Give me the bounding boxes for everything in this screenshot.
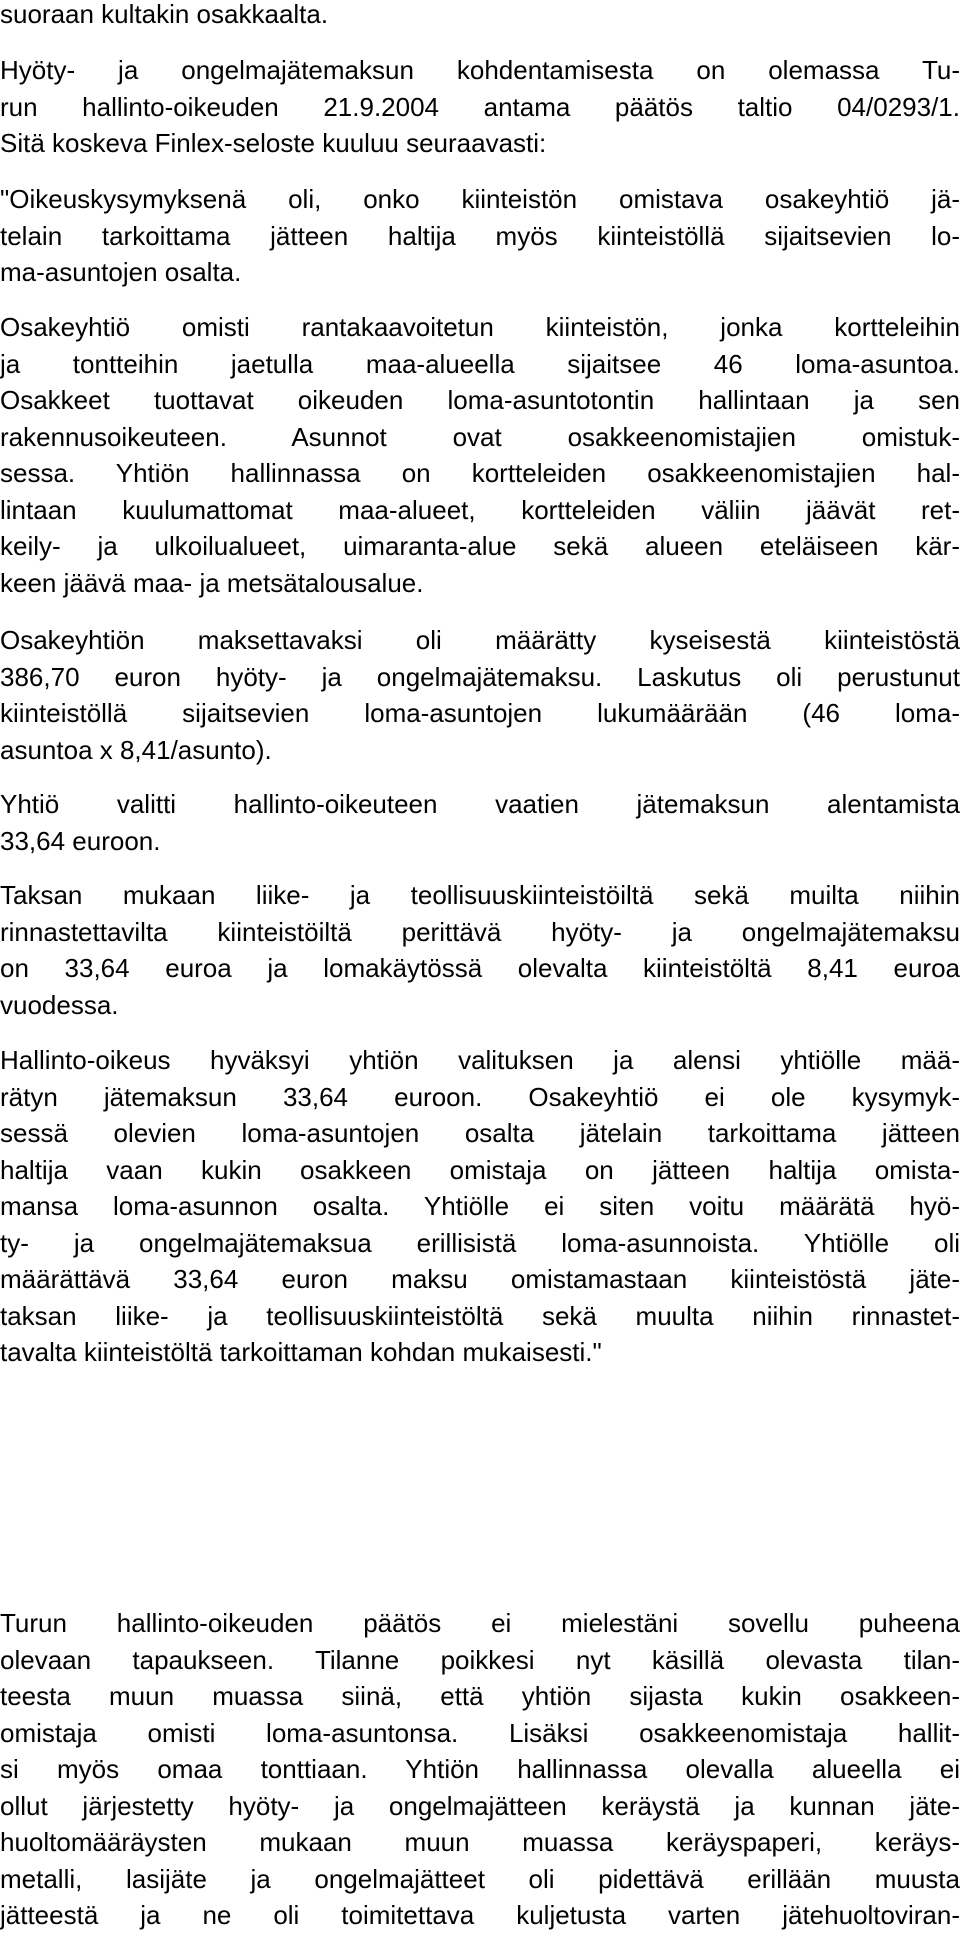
text-line: ty- ja ongelmajätemaksua erillisistä loma-asunnoista. Yhtiölle oli (0, 1227, 960, 1258)
text-line: vuodessa. (0, 989, 119, 1020)
text-line: haltija vaan kukin osakkeen omistaja on jätteen haltija omista- (0, 1154, 960, 1185)
paragraph-2 (0, 181, 960, 291)
text-line: asuntoa x 8,41/asunto). (0, 734, 272, 765)
text-line: määrättävä 33,64 euron maksu omistamastaan kiinteistöstä jäte- (0, 1264, 960, 1294)
paragraph-0 (0, 0, 960, 33)
text-line: sessa. Yhtiön hallinnassa on kortteleiden osakkeenomistajien hal- (0, 458, 960, 488)
text-line: ja tontteihin jaetulla maa-alueella sijaitsee 46 loma-asuntoa. (0, 348, 960, 379)
text-line: "Oikeuskysymyksenä oli, onko kiinteistön omistava osakeyhtiö jä- (0, 184, 960, 214)
text-line: Hallinto-oikeus hyväksyi yhtiön valituksen ja alensi yhtiölle mää- (0, 1045, 960, 1075)
text-line: taksan liike- ja teollisuuskiinteistöltä sekä muulta niihin rinnastet- (0, 1300, 960, 1331)
text-line: metalli, lasijäte ja ongelmajätteet oli pidettävä erillään muusta (0, 1863, 960, 1894)
text-line: si myös omaa tonttiaan. Yhtiön hallinnassa olevalla alueella ei (0, 1754, 960, 1784)
text-line: Osakeyhtiön maksettavaksi oli määrätty kyseisestä kiinteistöstä (0, 625, 960, 655)
text-line: keily- ja ulkoilualueet, uimaranta-alue sekä alueen eteläiseen kär- (0, 531, 960, 561)
text-line: Turun hallinto-oikeuden päätös ei mielestäni sovellu puheena (0, 1608, 960, 1638)
text-line: run hallinto-oikeuden 21.9.2004 antama päätös taltio 04/0293/1. (0, 91, 960, 122)
text-line: telain tarkoittama jätteen haltija myös kiinteistöllä sijaitsevien lo- (0, 220, 960, 251)
text-line: teesta muun muassa siinä, että yhtiön sijasta kukin osakkeen- (0, 1681, 960, 1711)
text-line: 386,70 euron hyöty- ja ongelmajätemaksu. Laskutus oli perustunut (0, 661, 960, 692)
text-line: suoraan kultakin osakkaalta. (0, 0, 329, 29)
text-line: olevaan tapaukseen. Tilanne poikkesi nyt käsillä olevasta tilan- (0, 1644, 960, 1675)
paragraph-6 (0, 877, 960, 1023)
text-line: Taksan mukaan liike- ja teollisuuskiinteistöiltä sekä muilta niihin (0, 880, 960, 910)
text-line: tavalta kiinteistöltä tarkoittaman kohdan mukaisesti." (0, 1337, 602, 1367)
paragraph-4 (0, 622, 960, 768)
paragraph-1 (0, 52, 960, 162)
text-line: ma-asuntojen osalta. (0, 257, 242, 287)
text-line: 33,64 euroon. (0, 825, 161, 856)
text-line: omistaja omisti loma-asuntonsa. Lisäksi osakkeenomistaja hallit- (0, 1717, 960, 1748)
paragraph-7 (0, 1042, 960, 1371)
paragraph-3 (0, 309, 960, 601)
text-line: lintaan kuulumattomat maa-alueet, kortteleiden väliin jäävät ret- (0, 494, 960, 525)
text-line: kiinteistöllä sijaitsevien loma-asuntojen lukumäärään (46 loma- (0, 698, 960, 728)
text-line: rinnastettavilta kiinteistöiltä perittävä hyöty- ja ongelmajätemaksu (0, 916, 960, 947)
text-line: rätyn jätemaksun 33,64 euroon. Osakeyhtiö ei ole kysymyk- (0, 1081, 960, 1112)
text-line: Osakkeet tuottavat oikeuden loma-asuntotontin hallintaan ja sen (0, 385, 960, 415)
text-line: jätteestä ja ne oli toimitettava kuljetusta varten jätehuoltoviran- (0, 1900, 960, 1930)
text-line: keen jäävä maa- ja metsätalousalue. (0, 567, 424, 598)
text-line: Hyöty- ja ongelmajätemaksun kohdentamisesta on olemassa Tu- (0, 55, 960, 85)
text-line: Osakeyhtiö omisti rantakaavoitetun kiinteistön, jonka kortteleihin (0, 312, 960, 342)
text-line: rakennusoikeuteen. Asunnot ovat osakkeenomistajien omistuk- (0, 421, 960, 452)
paragraph-5 (0, 786, 960, 859)
text-line: on 33,64 euroa ja lomakäytössä olevalta kiinteistöltä 8,41 euroa (0, 953, 960, 983)
text-line: mansa loma-asunnon osalta. Yhtiölle ei siten voitu määrätä hyö- (0, 1191, 960, 1221)
text-line: ollut järjestetty hyöty- ja ongelmajätteen keräystä ja kunnan jäte- (0, 1790, 960, 1821)
text-line: Sitä koskeva Finlex-seloste kuuluu seuraavasti: (0, 128, 547, 158)
text-line: sessä olevien loma-asuntojen osalta jätelain tarkoittama jätteen (0, 1118, 960, 1148)
text-line: huoltomääräysten mukaan muun muassa keräyspaperi, keräys- (0, 1827, 960, 1857)
paragraph-8 (0, 1605, 960, 1934)
text-line: Yhtiö valitti hallinto-oikeuteen vaatien jätemaksun alentamista (0, 789, 960, 819)
